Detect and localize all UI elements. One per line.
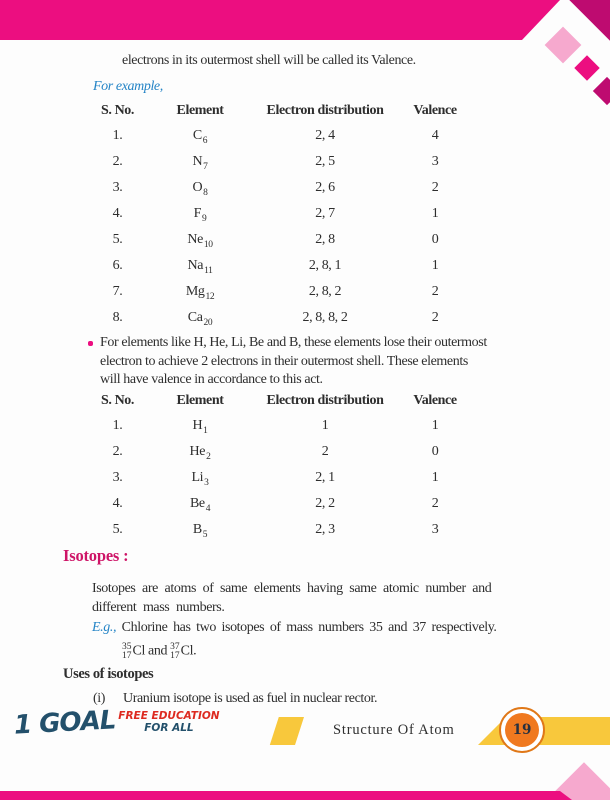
serial-number: 3. (112, 180, 123, 195)
element-atomic-number: 12 (205, 292, 215, 302)
element-symbol: $Mg_{12}$ (185, 284, 215, 302)
use-item-text: Uranium isotope is used as fuel in nuclear rector. (123, 691, 378, 706)
valence-value: 1 (431, 418, 439, 433)
electron-distribution: 2, 8 (315, 232, 335, 247)
table-header-row (80, 389, 465, 413)
serial-number: 5. (112, 232, 123, 247)
eg-text: Chlorine has two isotopes of mass numbers 35 and 37 respectively. (121, 620, 497, 635)
element-atomic-number: 7 (203, 162, 208, 172)
element-atomic-number: 6 (202, 136, 208, 146)
element-symbol: $Ne_{10}$ (187, 232, 213, 250)
electron-distribution: 2, 4 (315, 128, 335, 143)
isotope-1-mass: 35 (122, 642, 132, 652)
electron-distribution: 2, 3 (315, 522, 335, 537)
logo-tagline-line2: FOR ALL (144, 722, 194, 734)
isotopes-example-line (92, 620, 552, 636)
isotope-2-mass: 37 (170, 642, 180, 652)
table-row (80, 491, 465, 517)
eg-label: E.g., (92, 620, 117, 635)
valence-value: 3 (431, 154, 439, 169)
dark-diamond-decoration (593, 77, 610, 105)
publisher-logo (13, 705, 220, 741)
element-symbol: $B_5$ (192, 522, 208, 540)
valence-value: 2 (431, 284, 439, 299)
isotope-2-atomic: 17 (170, 650, 180, 661)
serial-number: 2. (112, 444, 123, 459)
table-row (80, 465, 465, 491)
element-symbol: $Be_4$ (189, 496, 211, 514)
logo-tagline (118, 710, 219, 734)
electron-distribution: 2, 8, 1 (308, 258, 342, 273)
logo-main-text: 1 GOAL (13, 705, 116, 741)
table-row (80, 517, 465, 543)
valence-value: 1 (431, 206, 439, 221)
element-atomic-number: 1 (203, 426, 208, 436)
electron-distribution: 2, 7 (315, 206, 335, 221)
element-atomic-number: 4 (205, 504, 211, 514)
element-atomic-number: 20 (203, 318, 213, 328)
element-atomic-number: 5 (202, 530, 208, 540)
element-symbol: $He_2$ (189, 444, 211, 462)
isotope-1-numbers (122, 643, 132, 660)
notation-joiner: and (148, 643, 168, 659)
element-atomic-number: 3 (204, 478, 209, 488)
serial-number: 2. (112, 154, 123, 169)
magenta-diamond-decoration (574, 55, 599, 80)
element-atomic-number: 8 (203, 188, 208, 198)
bullet-note: For elements like H, He, Li, Be and B, these elements lose their outermost electron to achieve 2 electrons in their outermost shell. These elements will have valence in accordance to this act. (100, 335, 487, 387)
valence-value: 3 (431, 522, 439, 537)
valence-value: 2 (431, 180, 439, 195)
valence-value: 1 (431, 258, 439, 273)
top-border-band (0, 0, 610, 40)
notation-period: . (193, 643, 197, 659)
uses-heading: Uses of isotopes (63, 666, 154, 682)
isotopes-definition: Isotopes are atoms of same elements having same atomic number and different mass numbers. (92, 581, 492, 615)
element-atomic-number: 2 (206, 452, 211, 462)
electron-distribution: 2, 2 (315, 496, 335, 511)
electron-distribution: 2, 5 (315, 154, 335, 169)
serial-number: 1. (112, 128, 123, 143)
valence-value: 0 (431, 444, 439, 459)
column-header: S. No. (101, 103, 134, 118)
electron-distribution: 1 (321, 418, 329, 433)
bullet-icon (88, 341, 93, 346)
element-symbol: $H_1$ (192, 418, 208, 436)
element-symbol: $Ca_{20}$ (187, 310, 213, 328)
table-header-row (80, 99, 465, 123)
table-row (80, 413, 465, 439)
serial-number: 8. (112, 310, 123, 325)
element-symbol: $Na_{11}$ (187, 258, 213, 276)
valence-value: 2 (431, 310, 439, 325)
page-number-disc (505, 713, 539, 747)
page-number: 19 (512, 722, 532, 738)
table-row (80, 201, 465, 227)
isotope-2-symbol: Cl (180, 643, 194, 659)
page-number-badge (499, 707, 545, 753)
for-example-label: For example, (93, 79, 163, 94)
electron-distribution: 2 (321, 444, 329, 459)
column-header: Electron distribution (266, 393, 384, 408)
element-symbol: $O_8$ (192, 180, 208, 198)
table-row (80, 227, 465, 253)
valence-value: 2 (431, 496, 439, 511)
isotope-1-atomic: 17 (122, 650, 132, 661)
isotope-2-numbers (170, 643, 180, 660)
column-header: S. No. (101, 393, 134, 408)
table-row (80, 305, 465, 331)
electron-distribution: 2, 1 (315, 470, 335, 485)
element-symbol: $N_7$ (192, 154, 208, 172)
valence-value: 1 (431, 470, 439, 485)
table-row (80, 149, 465, 175)
footer-flag-decoration (268, 717, 304, 745)
logo-tagline-line1: FREE EDUCATION (118, 710, 220, 722)
electron-distribution: 2, 6 (315, 180, 335, 195)
column-header: Valence (413, 103, 457, 118)
valence-value: 0 (431, 232, 439, 247)
pink-diamond-decoration (545, 27, 582, 64)
serial-number: 3. (112, 470, 123, 485)
serial-number: 6. (112, 258, 123, 273)
valence-value: 4 (431, 128, 439, 143)
element-atomic-number: 9 (202, 214, 207, 224)
intro-text: electrons in its outermost shell will be called its Valence. (122, 53, 416, 68)
bottom-border-band (0, 791, 610, 800)
serial-number: 7. (112, 284, 123, 299)
column-header: Valence (413, 393, 457, 408)
serial-number: 1. (112, 418, 123, 433)
isotopes-heading: Isotopes : (63, 546, 129, 565)
valence-table-2 (80, 389, 465, 543)
electron-distribution: 2, 8, 2 (308, 284, 342, 299)
table-row (80, 175, 465, 201)
serial-number: 4. (112, 206, 123, 221)
electron-distribution: 2, 8, 8, 2 (302, 310, 348, 325)
element-atomic-number: 11 (204, 266, 213, 276)
serial-number: 5. (112, 522, 123, 537)
table-row (80, 253, 465, 279)
isotope-1-symbol: Cl (132, 643, 145, 659)
table-row (80, 439, 465, 465)
chapter-title: Structure Of Atom (333, 722, 455, 738)
chlorine-isotope-notation (122, 643, 196, 660)
use-item-marker: (i) (93, 691, 106, 706)
column-header: Element (176, 103, 224, 118)
table-row (80, 279, 465, 305)
column-header: Electron distribution (266, 103, 384, 118)
column-header: Element (176, 393, 224, 408)
element-atomic-number: 10 (203, 240, 213, 250)
valence-table-1 (80, 99, 465, 331)
element-symbol: $Li_3$ (191, 470, 209, 488)
table-row (80, 123, 465, 149)
element-symbol: $F_9$ (193, 206, 207, 224)
element-symbol: $C_6$ (192, 128, 208, 146)
serial-number: 4. (112, 496, 123, 511)
